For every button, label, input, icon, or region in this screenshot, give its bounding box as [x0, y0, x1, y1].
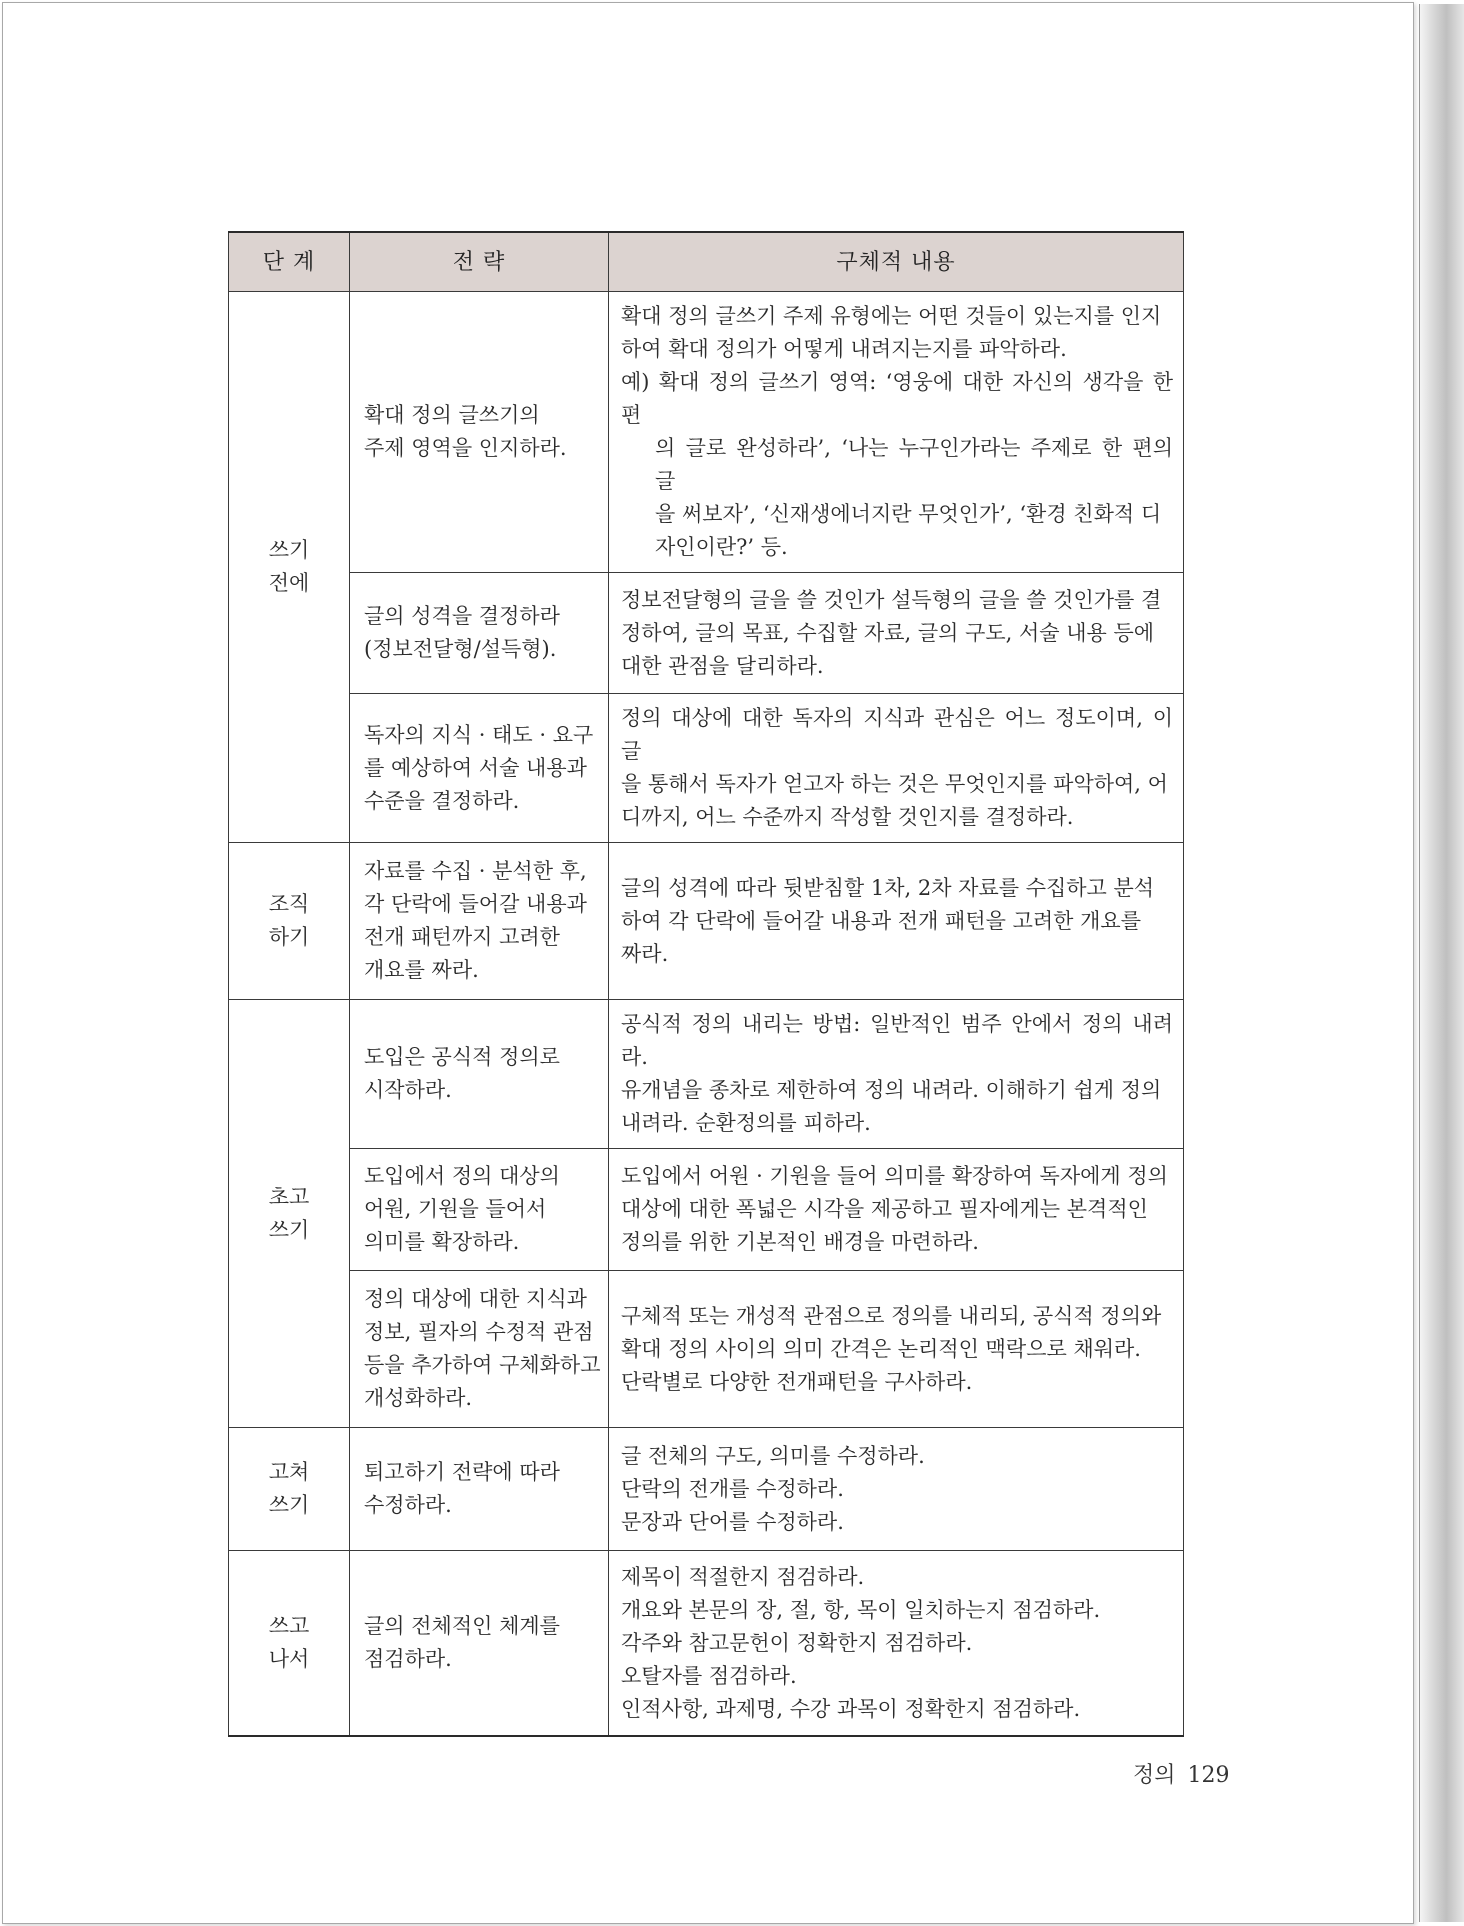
- detail-cell: 확대 정의 글쓰기 주제 유형에는 어떤 것들이 있는지를 인지 하여 확대 정의가 어떻게 내려지는지를 파악하라. 예) 확대 정의 글쓰기 영역: ‘영웅에 대한 자신의 생각을 한 편 의 글로 완성하라’, ‘나는 누구인가라는 주제로 한 편의 글 을 써보자’, ‘신재생에너지란 무엇인가’, ‘환경 친화적 디 자인이란?’ 등.: [609, 292, 1184, 573]
- strategy-cell: 도입은 공식적 정의로 시작하라.: [350, 1000, 609, 1149]
- table-row: [229, 1000, 1184, 1149]
- stage-cell: 조직 하기: [229, 843, 350, 1000]
- stage-cell: 쓰고 나서: [229, 1551, 350, 1737]
- detail-cell: 글의 성격에 따라 뒷받침할 1차, 2차 자료를 수집하고 분석 하여 각 단락에 들어갈 내용과 전개 패턴을 고려한 개요를 짜라.: [609, 843, 1184, 1000]
- table-row: [229, 843, 1184, 1000]
- stage-cell: 초고 쓰기: [229, 1000, 350, 1428]
- page-edge: [1419, 4, 1464, 1922]
- stage-cell: 쓰기 전에: [229, 292, 350, 843]
- strategy-cell: 자료를 수집 · 분석한 후, 각 단락에 들어갈 내용과 전개 패턴까지 고려한 개요를 짜라.: [350, 843, 609, 1000]
- page-footer: [1133, 1758, 1230, 1789]
- table-row: [229, 573, 1184, 694]
- table-header-row: [229, 232, 1184, 292]
- detail-cell: 제목이 적절한지 점검하라. 개요와 본문의 장, 절, 항, 목이 일치하는지 점검하라. 각주와 참고문헌이 정확한지 점검하라. 오탈자를 점검하라. 인적사항, 과제명, 수강 과목이 정확한지 점검하라.: [609, 1551, 1184, 1737]
- table-row: [229, 1428, 1184, 1551]
- table-row: [229, 694, 1184, 843]
- detail-cell: 공식적 정의 내리는 방법: 일반적인 범주 안에서 정의 내려라. 유개념을 종차로 제한하여 정의 내려라. 이해하기 쉽게 정의 내려라. 순환정의를 피하라.: [609, 1000, 1184, 1149]
- table-row: [229, 1149, 1184, 1271]
- table-row: [229, 1271, 1184, 1428]
- header-stage: 단 계: [229, 232, 350, 292]
- table-row: [229, 1551, 1184, 1737]
- table-row: [229, 292, 1184, 573]
- strategy-cell: 확대 정의 글쓰기의 주제 영역을 인지하라.: [350, 292, 609, 573]
- book-page: [2, 2, 1414, 1924]
- detail-cell: 글 전체의 구도, 의미를 수정하라. 단락의 전개를 수정하라. 문장과 단어를 수정하라.: [609, 1428, 1184, 1551]
- detail-cell: 정보전달형의 글을 쓸 것인가 설득형의 글을 쓸 것인가를 결 정하여, 글의 목표, 수집할 자료, 글의 구도, 서술 내용 등에 대한 관점을 달리하라.: [609, 573, 1184, 694]
- strategy-cell: 글의 성격을 결정하라 (정보전달형/설득형).: [350, 573, 609, 694]
- strategy-cell: 정의 대상에 대한 지식과 정보, 필자의 수정적 관점 등을 추가하여 구체화하고 개성화하라.: [350, 1271, 609, 1428]
- page-number: 129: [1187, 1763, 1230, 1788]
- strategy-cell: 도입에서 정의 대상의 어원, 기원을 들어서 의미를 확장하라.: [350, 1149, 609, 1271]
- section-label: 정의: [1133, 1763, 1176, 1788]
- stage-cell: 고쳐 쓰기: [229, 1428, 350, 1551]
- detail-cell: 도입에서 어원 · 기원을 들어 의미를 확장하여 독자에게 정의 대상에 대한 폭넓은 시각을 제공하고 필자에게는 본격적인 정의를 위한 기본적인 배경을 마련하라.: [609, 1149, 1184, 1271]
- detail-cell: 구체적 또는 개성적 관점으로 정의를 내리되, 공식적 정의와 확대 정의 사이의 의미 간격은 논리적인 맥락으로 채워라. 단락별로 다양한 전개패턴을 구사하라.: [609, 1271, 1184, 1428]
- detail-cell: 정의 대상에 대한 독자의 지식과 관심은 어느 정도이며, 이 글 을 통해서 독자가 얻고자 하는 것은 무엇인지를 파악하여, 어 디까지, 어느 수준까지 작성할 것인지를 결정하라.: [609, 694, 1184, 843]
- strategy-cell: 글의 전체적인 체계를 점검하라.: [350, 1551, 609, 1737]
- strategy-cell: 독자의 지식 · 태도 · 요구 를 예상하여 서술 내용과 수준을 결정하라.: [350, 694, 609, 843]
- strategy-cell: 퇴고하기 전략에 따라 수정하라.: [350, 1428, 609, 1551]
- header-detail: 구체적 내용: [609, 232, 1184, 292]
- writing-strategy-table: [228, 231, 1184, 1737]
- header-strategy: 전 략: [350, 232, 609, 292]
